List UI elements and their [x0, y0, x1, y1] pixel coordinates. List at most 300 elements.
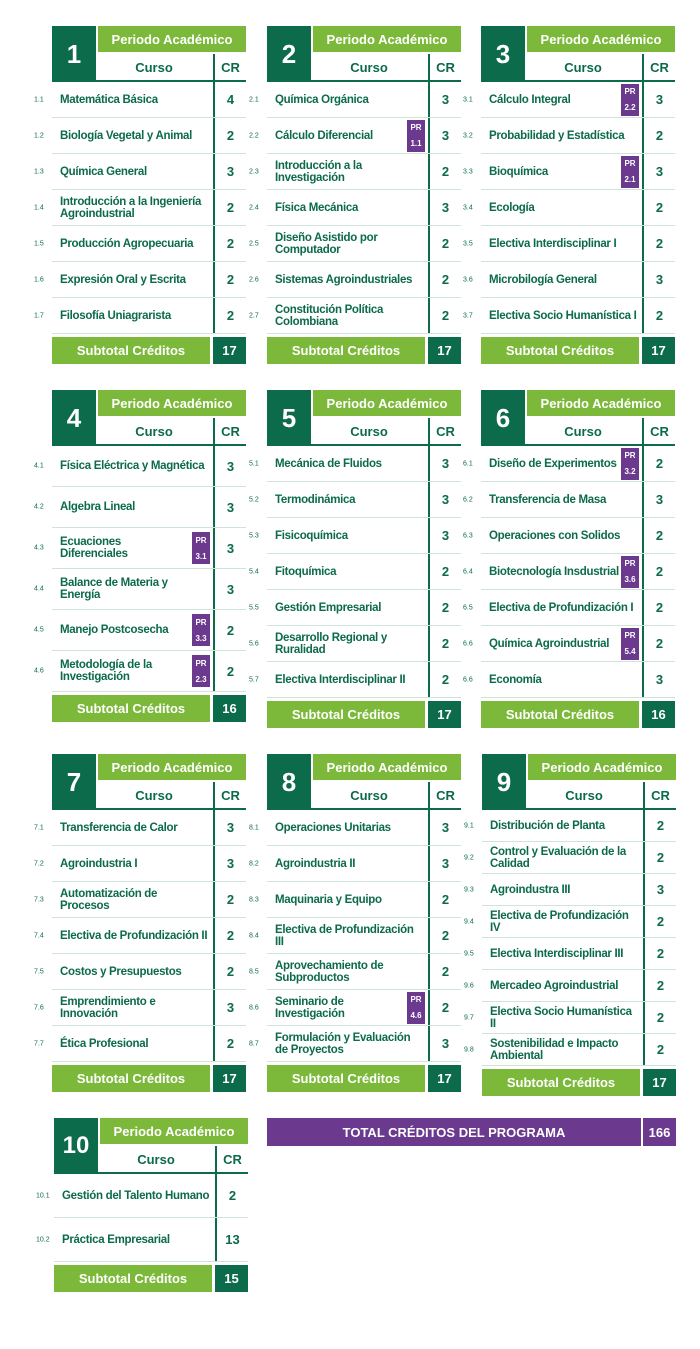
- course-row: [464, 970, 676, 1002]
- course-credits: 4: [213, 82, 246, 117]
- course-code: 7.4: [34, 932, 44, 939]
- course-code: 7.7: [34, 1040, 44, 1047]
- credits-column-header: CR: [642, 418, 675, 444]
- course-row: [34, 446, 246, 487]
- course-credits: 2: [643, 938, 676, 969]
- course-credits: 2: [642, 446, 675, 481]
- prerequisite-label: PR: [410, 123, 422, 132]
- course-name: Electiva de Profundización I: [489, 601, 634, 614]
- course-credits: 2: [643, 1034, 676, 1065]
- course-credits: 3: [643, 874, 676, 905]
- course-code: 1.2: [34, 132, 44, 139]
- period-number: 5: [267, 390, 311, 446]
- course-name: Agroindustria II: [275, 857, 356, 870]
- course-name: Fitoquímica: [275, 565, 337, 578]
- prerequisite-badge: [407, 120, 425, 152]
- course-code: 8.2: [249, 860, 259, 867]
- course-row: [249, 990, 461, 1026]
- course-code: 6.4: [463, 568, 473, 575]
- period-6: [463, 390, 675, 728]
- course-column-header: Curso: [137, 1151, 175, 1167]
- prerequisite-label: PR: [624, 87, 636, 96]
- course-name: Cálculo Diferencial: [275, 129, 373, 142]
- course-column-header: Curso: [135, 787, 173, 803]
- course-name: Electiva de Profundización II: [60, 929, 208, 942]
- course-row: [249, 662, 461, 698]
- course-code: 5.7: [249, 676, 259, 683]
- credits-column-header: CR: [642, 54, 675, 80]
- course-name: Biología Vegetal y Animal: [60, 129, 193, 142]
- course-credits: 2: [428, 626, 461, 661]
- course-row: [34, 154, 246, 190]
- course-credits: 3: [642, 482, 675, 517]
- course-credits: 2: [428, 262, 461, 297]
- period-number: 4: [52, 390, 96, 446]
- course-code: 8.4: [249, 932, 259, 939]
- course-row: [464, 906, 676, 938]
- course-code: 5.1: [249, 460, 259, 467]
- course-name: Física Mecánica: [275, 201, 359, 214]
- period-4: [34, 390, 246, 722]
- program-total: [267, 1118, 676, 1146]
- subtotal-value: 16: [642, 701, 675, 728]
- course-row: [464, 938, 676, 970]
- course-row: [34, 651, 246, 692]
- prerequisite-label: PR: [195, 535, 207, 545]
- course-credits: 2: [428, 226, 461, 261]
- course-row: [464, 874, 676, 906]
- course-code: 2.3: [249, 168, 259, 175]
- course-credits: 2: [428, 990, 461, 1025]
- course-column-header: Curso: [350, 423, 388, 439]
- course-credits: 2: [642, 226, 675, 261]
- course-row: [34, 810, 246, 846]
- course-row: [34, 569, 246, 610]
- course-credits: 2: [428, 590, 461, 625]
- course-row: [463, 226, 675, 262]
- period-label: Periodo Académico: [98, 390, 246, 416]
- period-5: [249, 390, 461, 728]
- prerequisite-code: 2.3: [195, 674, 207, 684]
- course-code: 2.2: [249, 132, 259, 139]
- course-name: Electiva Socio Humanística I: [489, 309, 637, 322]
- course-credits: 2: [213, 118, 246, 153]
- course-name: Termodinámica: [275, 493, 356, 506]
- course-code: 9.8: [464, 1046, 474, 1053]
- prerequisite-label: PR: [624, 559, 636, 568]
- course-name: Bioquímica: [489, 165, 548, 178]
- period-header: [267, 26, 461, 82]
- course-code: 4.4: [34, 585, 44, 593]
- course-row: [249, 298, 461, 334]
- course-name: Introducción a la Investigación: [275, 159, 362, 184]
- course-code: 6.6: [463, 676, 473, 683]
- course-name: Diseño Asistido por Computador: [275, 231, 378, 256]
- course-credits: 3: [428, 446, 461, 481]
- subtotal-row: [481, 337, 675, 364]
- subtotal-label: Subtotal Créditos: [267, 337, 425, 364]
- course-name: Manejo Postcosecha: [60, 624, 169, 636]
- course-credits: 2: [213, 651, 246, 691]
- course-code: 4.1: [34, 462, 44, 470]
- subtotal-row: [267, 1065, 461, 1092]
- prerequisite-badge: [621, 84, 639, 116]
- course-code: 8.1: [249, 824, 259, 831]
- course-column-header: Curso: [564, 423, 602, 439]
- subtotal-label: Subtotal Créditos: [54, 1265, 212, 1292]
- course-row: [249, 82, 461, 118]
- prerequisite-label: PR: [624, 451, 636, 460]
- prerequisite-label: PR: [195, 617, 207, 627]
- course-row: [34, 610, 246, 651]
- course-code: 3.5: [463, 240, 473, 247]
- course-name: Electiva Interdisciplinar II: [275, 673, 406, 686]
- course-row: [249, 554, 461, 590]
- subtotal-value: 17: [213, 1065, 246, 1092]
- course-column-header: Curso: [350, 787, 388, 803]
- course-credits: 3: [642, 662, 675, 697]
- course-row: [34, 226, 246, 262]
- course-row: [34, 528, 246, 569]
- course-row: [34, 1026, 246, 1062]
- course-column-header: Curso: [565, 787, 603, 803]
- course-name: Introducción a la Ingeniería Agroindustrial: [60, 195, 202, 220]
- subtotal-row: [54, 1265, 248, 1292]
- course-credits: 2: [642, 118, 675, 153]
- subtotal-label: Subtotal Créditos: [481, 337, 639, 364]
- subtotal-value: 17: [643, 1069, 676, 1096]
- total-label: TOTAL CRÉDITOS DEL PROGRAMA: [267, 1118, 641, 1146]
- subtotal-value: 17: [642, 337, 675, 364]
- course-code: 2.1: [249, 96, 259, 103]
- subtotal-row: [52, 695, 246, 722]
- course-code: 6.6: [463, 640, 473, 647]
- course-code: 2.6: [249, 276, 259, 283]
- course-code: 6.3: [463, 532, 473, 539]
- course-code: 9.4: [464, 918, 474, 925]
- course-credits: 2: [213, 262, 246, 297]
- period-header: [481, 390, 675, 446]
- course-name: Química General: [60, 165, 147, 178]
- course-credits: 2: [213, 190, 246, 225]
- course-credits: 3: [213, 569, 246, 609]
- course-name: Ecuaciones Diferenciales: [60, 536, 128, 560]
- course-credits: 2: [215, 1174, 248, 1217]
- course-row: [463, 590, 675, 626]
- course-row: [463, 482, 675, 518]
- course-credits: 2: [642, 518, 675, 553]
- course-credits: 3: [428, 118, 461, 153]
- course-name: Electiva de Profundización IV: [490, 909, 629, 934]
- prerequisite-label: PR: [410, 995, 422, 1004]
- course-code: 1.6: [34, 276, 44, 283]
- credits-column-header: CR: [428, 418, 461, 444]
- period-label: Periodo Académico: [527, 390, 675, 416]
- course-credits: 13: [215, 1218, 248, 1261]
- course-row: [34, 990, 246, 1026]
- course-name: Maquinaria y Equipo: [275, 893, 382, 906]
- prerequisite-code: 3.2: [624, 467, 636, 476]
- credits-column-header: CR: [213, 54, 246, 80]
- period-number: 1: [52, 26, 96, 82]
- course-row: [34, 846, 246, 882]
- course-credits: 3: [642, 154, 675, 189]
- period-3: [463, 26, 675, 364]
- course-credits: 3: [428, 82, 461, 117]
- course-code: 10.2: [36, 1236, 50, 1243]
- prerequisite-code: 2.2: [624, 103, 636, 112]
- course-code: 7.5: [34, 968, 44, 975]
- subtotal-label: Subtotal Créditos: [52, 1065, 210, 1092]
- course-row: [249, 262, 461, 298]
- course-code: 2.5: [249, 240, 259, 247]
- course-row: [34, 82, 246, 118]
- course-code: 3.3: [463, 168, 473, 175]
- course-code: 2.7: [249, 312, 259, 319]
- course-row: [249, 626, 461, 662]
- course-code: 4.2: [34, 503, 44, 511]
- course-row: [463, 262, 675, 298]
- course-code: 1.1: [34, 96, 44, 103]
- period-number: 2: [267, 26, 311, 82]
- course-name: Ecología: [489, 201, 535, 214]
- subtotal-value: 17: [428, 701, 461, 728]
- course-row: [34, 298, 246, 334]
- course-credits: 2: [213, 226, 246, 261]
- course-code: 3.7: [463, 312, 473, 319]
- course-code: 8.3: [249, 896, 259, 903]
- course-credits: 2: [428, 154, 461, 189]
- period-label: Periodo Académico: [98, 754, 246, 780]
- course-code: 3.6: [463, 276, 473, 283]
- course-credits: 2: [643, 970, 676, 1001]
- course-credits: 3: [428, 482, 461, 517]
- course-name: Algebra Lineal: [60, 501, 136, 513]
- period-label: Periodo Académico: [528, 754, 676, 780]
- course-credits: 3: [428, 1026, 461, 1061]
- course-row: [36, 1218, 248, 1262]
- period-9: [464, 754, 676, 1096]
- course-name: Biotecnología Insdustrial: [489, 565, 619, 578]
- course-code: 1.4: [34, 204, 44, 211]
- course-code: 1.5: [34, 240, 44, 247]
- course-code: 3.1: [463, 96, 473, 103]
- period-2: [249, 26, 461, 364]
- prerequisite-code: 5.4: [624, 647, 636, 656]
- period-label: Periodo Académico: [313, 26, 461, 52]
- course-row: [464, 1002, 676, 1034]
- subtotal-row: [267, 701, 461, 728]
- course-name: Aprovechamiento de Subproductos: [275, 959, 384, 984]
- period-number: 10: [54, 1118, 98, 1174]
- credits-column-header: CR: [428, 54, 461, 80]
- course-credits: 2: [642, 590, 675, 625]
- course-credits: 2: [428, 954, 461, 989]
- subtotal-label: Subtotal Créditos: [481, 701, 639, 728]
- prerequisite-code: 4.6: [410, 1011, 422, 1020]
- course-row: [249, 918, 461, 954]
- course-code: 7.3: [34, 896, 44, 903]
- course-code: 8.5: [249, 968, 259, 975]
- course-code: 9.7: [464, 1014, 474, 1021]
- course-credits: 2: [213, 298, 246, 333]
- course-row: [463, 662, 675, 698]
- course-name: Formulación y Evaluación de Proyectos: [275, 1031, 411, 1056]
- period-header: [267, 754, 461, 810]
- period-header: [481, 26, 675, 82]
- course-code: 1.3: [34, 168, 44, 175]
- course-row: [249, 590, 461, 626]
- course-code: 9.5: [464, 950, 474, 957]
- course-name: Expresión Oral y Escrita: [60, 273, 186, 286]
- course-credits: 2: [213, 954, 246, 989]
- prerequisite-badge: [407, 992, 425, 1024]
- course-code: 9.2: [464, 854, 474, 861]
- course-credits: 2: [213, 1026, 246, 1061]
- course-code: 9.1: [464, 822, 474, 829]
- period-label: Periodo Académico: [98, 26, 246, 52]
- course-credits: 3: [213, 487, 246, 527]
- course-name: Operaciones Unitarias: [275, 821, 391, 834]
- course-row: [463, 190, 675, 226]
- credits-column-header: CR: [213, 418, 246, 444]
- course-name: Química Agroindustrial: [489, 637, 610, 650]
- prerequisite-code: 1.1: [410, 139, 422, 148]
- course-credits: 2: [642, 298, 675, 333]
- course-row: [249, 118, 461, 154]
- period-header: [267, 390, 461, 446]
- prerequisite-code: 3.3: [195, 633, 207, 643]
- course-row: [464, 810, 676, 842]
- course-name: Transferencia de Masa: [489, 493, 607, 506]
- course-row: [249, 154, 461, 190]
- course-code: 5.5: [249, 604, 259, 611]
- course-credits: 2: [213, 918, 246, 953]
- period-number: 9: [482, 754, 526, 810]
- course-row: [464, 842, 676, 874]
- prerequisite-code: 3.1: [195, 551, 207, 561]
- subtotal-label: Subtotal Créditos: [482, 1069, 640, 1096]
- course-row: [34, 190, 246, 226]
- course-name: Diseño de Experimentos: [489, 457, 617, 470]
- course-name: Ética Profesional: [60, 1037, 149, 1050]
- period-number: 3: [481, 26, 525, 82]
- course-code: 5.2: [249, 496, 259, 503]
- course-name: Cálculo Integral: [489, 93, 571, 106]
- period-7: [34, 754, 246, 1092]
- course-code: 5.6: [249, 640, 259, 647]
- course-code: 7.1: [34, 824, 44, 831]
- course-code: 7.6: [34, 1004, 44, 1011]
- prerequisite-badge: [621, 448, 639, 480]
- course-name: Emprendimiento e Innovación: [60, 995, 156, 1020]
- prerequisite-badge: [621, 156, 639, 188]
- course-name: Agroindustra III: [490, 883, 571, 896]
- course-row: [463, 118, 675, 154]
- course-name: Seminario de Investigación: [275, 995, 345, 1020]
- course-column-header: Curso: [564, 59, 602, 75]
- subtotal-value: 16: [213, 695, 246, 722]
- subtotal-label: Subtotal Créditos: [267, 1065, 425, 1092]
- course-code: 1.7: [34, 312, 44, 319]
- course-row: [463, 446, 675, 482]
- prerequisite-code: 3.6: [624, 575, 636, 584]
- subtotal-row: [52, 1065, 246, 1092]
- course-name: Gestión Empresarial: [275, 601, 382, 614]
- subtotal-row: [267, 337, 461, 364]
- course-credits: 3: [642, 262, 675, 297]
- course-row: [463, 518, 675, 554]
- course-credits: 2: [642, 190, 675, 225]
- course-credits: 3: [213, 990, 246, 1025]
- course-credits: 3: [428, 190, 461, 225]
- period-header: [52, 390, 246, 446]
- course-code: 6.2: [463, 496, 473, 503]
- course-name: Balance de Materia y Energía: [60, 577, 168, 601]
- prerequisite-badge: [621, 556, 639, 588]
- course-name: Electiva Interdisciplinar I: [489, 237, 617, 250]
- course-name: Fisicoquímica: [275, 529, 348, 542]
- course-name: Física Eléctrica y Magnética: [60, 460, 205, 472]
- course-name: Producción Agropecuaria: [60, 237, 194, 250]
- course-row: [249, 954, 461, 990]
- course-code: 3.2: [463, 132, 473, 139]
- course-name: Mecánica de Fluidos: [275, 457, 382, 470]
- total-value: 166: [643, 1118, 676, 1146]
- subtotal-value: 17: [428, 337, 461, 364]
- period-1: [34, 26, 246, 364]
- period-label: Periodo Académico: [313, 754, 461, 780]
- course-credits: 2: [428, 298, 461, 333]
- period-number: 7: [52, 754, 96, 810]
- course-code: 6.5: [463, 604, 473, 611]
- course-row: [463, 298, 675, 334]
- course-row: [249, 810, 461, 846]
- subtotal-label: Subtotal Créditos: [52, 337, 210, 364]
- period-number: 6: [481, 390, 525, 446]
- course-row: [34, 487, 246, 528]
- course-code: 4.3: [34, 544, 44, 552]
- course-credits: 3: [213, 446, 246, 486]
- period-header: [482, 754, 676, 810]
- period-label: Periodo Académico: [527, 26, 675, 52]
- course-row: [463, 626, 675, 662]
- course-row: [249, 1026, 461, 1062]
- course-row: [249, 226, 461, 262]
- subtotal-row: [481, 701, 675, 728]
- course-name: Costos y Presupuestos: [60, 965, 182, 978]
- course-credits: 2: [213, 610, 246, 650]
- course-column-header: Curso: [135, 59, 173, 75]
- course-name: Probabilidad y Estadística: [489, 129, 625, 142]
- period-label: Periodo Académico: [313, 390, 461, 416]
- subtotal-label: Subtotal Créditos: [267, 701, 425, 728]
- credits-column-header: CR: [643, 782, 676, 808]
- course-credits: 3: [213, 154, 246, 189]
- prerequisite-label: PR: [624, 631, 636, 640]
- subtotal-value: 15: [215, 1265, 248, 1292]
- course-row: [249, 446, 461, 482]
- prerequisite-label: PR: [195, 658, 207, 668]
- course-name: Metodología de la Investigación: [60, 659, 153, 683]
- course-code: 6.1: [463, 460, 473, 467]
- course-row: [34, 882, 246, 918]
- course-credits: 2: [643, 842, 676, 873]
- course-name: Sistemas Agroindustriales: [275, 273, 413, 286]
- course-name: Economía: [489, 673, 542, 686]
- course-code: 10.1: [36, 1192, 50, 1199]
- period-header: [52, 754, 246, 810]
